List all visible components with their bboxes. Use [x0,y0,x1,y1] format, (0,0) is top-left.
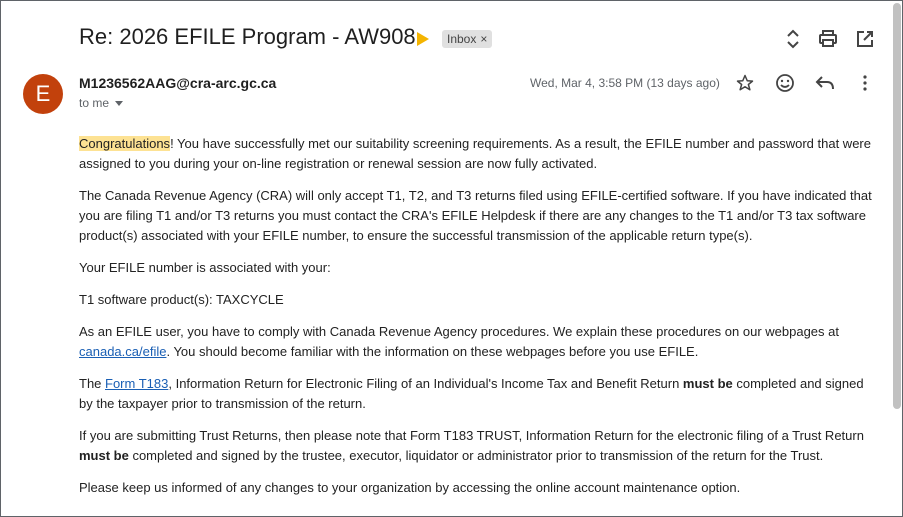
recipient-label: to me [79,96,110,110]
paragraph-congratulations [79,134,879,174]
paragraph-text: If you are submitting Trust Returns, then please note that Form T183 TRUST, Information Return for the electronic filing of a Trust Return [79,428,864,443]
paragraph-text: completed and signed by the trustee, executor, liquidator or administrator prior to transmission of the return for the Trust. [128,448,824,463]
efile-link[interactable]: canada.ca/efile [79,344,167,359]
star-icon[interactable] [734,72,756,94]
email-body [79,134,879,510]
paragraph-procedures [79,322,879,362]
paragraph-text: The [79,376,106,391]
emoji-reaction-icon[interactable] [774,72,796,94]
open-in-new-window-icon[interactable] [854,28,876,50]
important-marker-icon[interactable] [417,32,429,46]
chevron-down-icon [115,101,123,106]
paragraph-trust-returns [79,426,879,466]
paragraph-text: As an EFILE user, you have to comply with Canada Revenue Agency procedures. We explain these procedures on our webpages at [79,324,839,339]
more-vertical-icon[interactable] [854,72,876,94]
paragraph-text: ! You have successfully met our suitability screening requirements. As a result, the EFILE number and password that were assigned to you during your on-line registration or renewal session are now fully activated. [79,136,871,171]
recipient-dropdown[interactable] [79,96,123,110]
paragraph-software: The Canada Revenue Agency (CRA) will only accept T1, T2, and T3 returns filed using EFILE-certified software. If you have indicated that you are filing T1 and/or T3 returns you must contact the CRA's EFILE Helpdesk if there are any changes to the T1 and/or T3 tax software product(s) associated with your EFILE number, to ensure the successful transmission of the applicable return type(s). [79,188,872,243]
paragraph-t1-product: T1 software product(s): TAXCYCLE [79,292,284,307]
unfold-icon[interactable] [782,28,804,50]
remove-label-icon[interactable]: × [480,32,488,46]
label-chip-inbox [442,30,492,48]
email-date: Wed, Mar 4, 3:58 PM (13 days ago) [530,76,720,90]
paragraph-keep-informed: Please keep us informed of any changes to your organization by accessing the online account maintenance option. [79,480,741,495]
scrollbar[interactable] [893,3,901,409]
sender-address[interactable]: M1236562AAG@cra-arc.gc.ca [79,75,277,91]
reply-icon[interactable] [814,72,836,94]
bold-text: must be [682,376,733,391]
email-subject: Re: 2026 EFILE Program - AW908 [79,24,416,49]
highlighted-word: Congratulations [79,136,171,151]
label-chip-text: Inbox [447,32,477,46]
bold-text: must be [79,448,129,463]
print-icon[interactable] [817,28,839,50]
paragraph-text: , Information Return for Electronic Filing of an Individual's Income Tax and Benefit Return [168,376,683,391]
paragraph-efile-association: Your EFILE number is associated with your: [79,260,331,275]
avatar[interactable]: E [23,74,63,114]
form-t183-link[interactable]: Form T183 [105,376,169,391]
paragraph-t183 [79,374,879,414]
paragraph-text: completed and signed by the taxpayer prior to transmission of the return. [79,376,864,411]
paragraph-text: . You should become familiar with the information on these webpages before you use EFILE. [166,344,699,359]
